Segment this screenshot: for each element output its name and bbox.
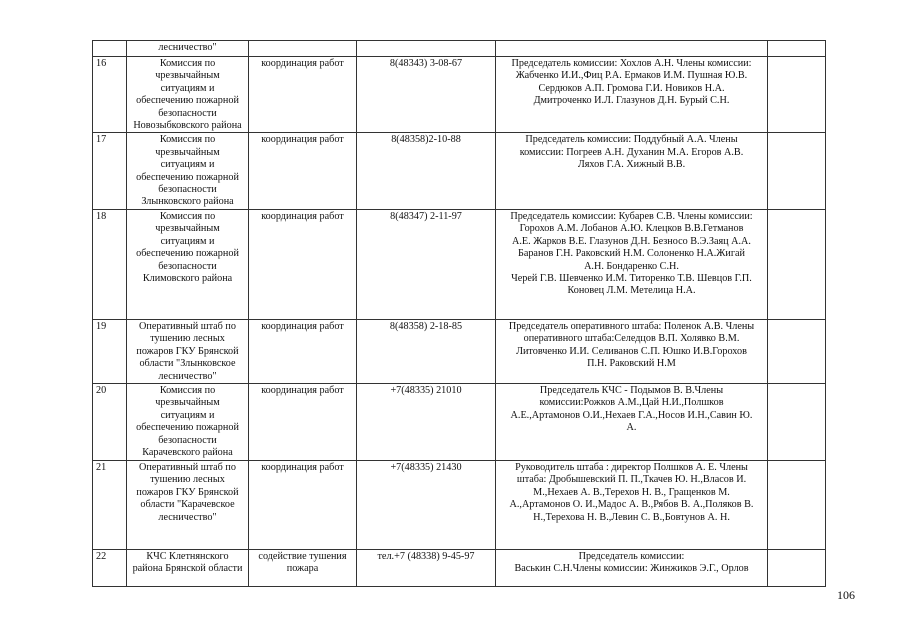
- cell-composition-line: Председатель комиссии: Кубарев С.В. Члены комиссии:: [510, 210, 753, 222]
- cell-function: [249, 57, 357, 133]
- cell-phone: [357, 41, 496, 57]
- cell-organization-line: области "Карачевское: [140, 499, 235, 511]
- cell-organization: [127, 41, 249, 57]
- cell-organization: [127, 209, 249, 319]
- cell-organization-line: Новозыбковского района: [133, 120, 242, 132]
- page-number: 106: [837, 588, 855, 602]
- cell-phone: [357, 57, 496, 133]
- cell-organization-line: пожаров ГКУ Брянской: [136, 486, 239, 498]
- cell-composition-line: Дмитроченко И.Л. Глазунов Д.Н. Бурый С.Н.: [533, 95, 730, 107]
- cell-organization-line: безопасности: [158, 184, 217, 196]
- cell-function-line: координация работ: [261, 320, 344, 332]
- cell-function: [249, 41, 357, 57]
- cell-composition: [496, 549, 768, 586]
- cell-organization-line: чрезвычайным: [155, 146, 220, 158]
- cell-function-line: содействие тушения: [258, 550, 347, 562]
- cell-function: [249, 549, 357, 586]
- row-number: 19: [96, 320, 107, 332]
- row-number: 17: [96, 134, 107, 146]
- row-number: 21: [96, 461, 107, 473]
- commission-table: [92, 40, 826, 587]
- cell-organization-line: обеспечению пожарной: [136, 248, 239, 260]
- cell-organization-line: Злынковского района: [141, 196, 234, 208]
- cell-phone-line: 8(48358) 2-18-85: [389, 320, 463, 332]
- row-number: 18: [96, 210, 107, 222]
- cell-organization-line: безопасности: [158, 260, 217, 272]
- cell-organization: [127, 133, 249, 209]
- table-row: [93, 209, 826, 319]
- cell-function-line: координация работ: [261, 58, 344, 69]
- cell-organization-line: тушению лесных: [150, 333, 225, 345]
- cell-function: [249, 460, 357, 549]
- cell-phone: [357, 549, 496, 586]
- cell-number: [93, 460, 127, 549]
- cell-organization-line: ситуациям и: [160, 82, 215, 94]
- cell-phone: [357, 319, 496, 383]
- cell-composition-line: Ляхов Г.А. Хижный В.В.: [577, 159, 686, 171]
- cell-composition-line: Коновец Л.М. Метелица Н.А.: [567, 285, 696, 297]
- cell-composition-line: А.Е. Жарков В.Е. Глазунов Д.Н. Безносо В.Э.Заяц А.А.: [512, 235, 751, 247]
- cell-composition-line: Председатель КЧС - Подымов В. В.Члены: [539, 384, 724, 396]
- cell-phone-line: 8(48347) 2-11-97: [390, 210, 462, 222]
- cell-number: [93, 549, 127, 586]
- table-row: [93, 383, 826, 460]
- cell-organization-line: района Брянской области: [132, 563, 243, 575]
- row-number: 20: [96, 384, 107, 396]
- table-row: [93, 133, 826, 209]
- cell-composition: [496, 460, 768, 549]
- cell-organization-line: обеспечению пожарной: [136, 95, 239, 107]
- cell-composition: [496, 57, 768, 133]
- cell-phone-line: +7(48335) 21010: [390, 384, 462, 396]
- cell-organization-line: лесничество": [158, 42, 217, 53]
- cell-organization: [127, 460, 249, 549]
- cell-function-line: координация работ: [261, 461, 344, 473]
- cell-composition-line: Руководитель штаба : директор Полшков А. Е. Члены: [515, 461, 748, 473]
- cell-phone-line: +7(48335) 21430: [390, 461, 462, 473]
- cell-composition-line: Литовченко И.И. Селиванов С.П. Юшко И.В.Горохов: [516, 345, 747, 357]
- row-number: 22: [96, 550, 107, 562]
- cell-phone-line: 8(48343) 3-08-67: [389, 58, 463, 69]
- cell-composition-line: Председатель комиссии: Поддубный А.А. Члены: [525, 134, 738, 146]
- cell-organization-line: Комиссия по: [159, 384, 216, 396]
- cell-composition-line: Баранов Г.Н. Раковский Н.М. Солоненко Н.А.Жигай: [517, 248, 746, 260]
- cell-organization-line: Карачевского района: [142, 446, 233, 458]
- cell-number: [93, 209, 127, 319]
- cell-composition-line: П.Н. Раковский Н.М: [587, 358, 676, 370]
- cell-organization: [127, 57, 249, 133]
- cell-phone-line: 8(48358)2-10-88: [391, 134, 461, 146]
- cell-composition-line: Председатель комиссии: Хохлов А.Н. Члены комиссии:: [511, 58, 752, 69]
- cell-composition-line: Васькин С.Н.Члены комиссии: Жинжиков Э.Г., Орлов: [514, 563, 749, 575]
- cell-organization-line: Оперативный штаб по: [139, 461, 236, 473]
- cell-phone-line: [360, 42, 492, 54]
- cell-composition-line: штаба: Дробышевский П. П.,Ткачев Ю. Н.,Власов И.: [516, 474, 747, 486]
- cell-composition: [496, 133, 768, 209]
- cell-composition-line: А.Е.,Артамонов О.И.,Нехаев Г.А.,Носов И.Н.,Савин Ю.: [510, 409, 753, 421]
- cell-organization-line: ситуациям и: [160, 235, 215, 247]
- cell-organization-line: чрезвычайным: [155, 223, 220, 235]
- cell-organization-line: обеспечению пожарной: [136, 171, 239, 183]
- cell-note: [768, 209, 826, 319]
- cell-composition-line: А.,Артамонов О. И.,Мадос А. В.,Рябов В. А.,Поляков В.: [509, 499, 754, 511]
- cell-phone: [357, 383, 496, 460]
- cell-organization-line: Комиссия по: [159, 134, 216, 146]
- row-number: 16: [96, 58, 107, 69]
- cell-organization-line: лесничество": [158, 511, 217, 523]
- cell-function-line: [252, 42, 353, 54]
- cell-composition-line: комиссии:Рожков А.М.,Цай Н.И.,Полшков: [539, 397, 724, 409]
- cell-composition-line: комиссии: Погреев А.Н. Духанин М.А. Егоров А.В.: [519, 146, 744, 158]
- cell-composition-line: Жабченко И.И.,Фиц Р.А. Ермаков И.М. Пушная Ю.В.: [515, 70, 748, 82]
- cell-note: [768, 460, 826, 549]
- cell-note: [768, 133, 826, 209]
- cell-organization-line: обеспечению пожарной: [136, 422, 239, 434]
- cell-composition: [496, 319, 768, 383]
- cell-number: [93, 319, 127, 383]
- cell-number: [93, 57, 127, 133]
- cell-note: [768, 383, 826, 460]
- cell-composition-line: Н.,Терехова Н. В.,Левин С. В.,Бовтунов А. Н.: [533, 511, 730, 523]
- table-row: [93, 460, 826, 549]
- cell-composition: [496, 383, 768, 460]
- table-row: [93, 41, 826, 57]
- cell-composition-line: оперативного штаба:Селедцов В.П. Холявко В.М.: [523, 333, 740, 345]
- cell-organization-line: лесничество": [158, 370, 217, 382]
- cell-number: [93, 41, 127, 57]
- cell-organization-line: ситуациям и: [160, 409, 215, 421]
- cell-composition-line: Черей Г.В. Шевченко И.М. Титоренко Т.В. Шевцов Г.П.: [511, 272, 752, 284]
- cell-function: [249, 319, 357, 383]
- cell-organization-line: КЧС Клетнянского: [146, 550, 229, 562]
- cell-number: [93, 383, 127, 460]
- cell-organization-line: чрезвычайным: [155, 70, 220, 82]
- cell-composition-line: Председатель комиссии:: [578, 550, 685, 562]
- cell-composition-line: Сердюков А.П. Громова Г.И. Новиков Н.А.: [538, 82, 725, 94]
- cell-function-line: координация работ: [261, 134, 344, 146]
- cell-function-line: координация работ: [261, 384, 344, 396]
- cell-composition: [496, 209, 768, 319]
- cell-note: [768, 57, 826, 133]
- table-body: [93, 41, 826, 587]
- cell-phone: [357, 133, 496, 209]
- cell-organization-line: Оперативный штаб по: [139, 320, 236, 332]
- cell-note: [768, 549, 826, 586]
- cell-function: [249, 209, 357, 319]
- cell-number: [93, 133, 127, 209]
- cell-note: [768, 41, 826, 57]
- cell-note: [768, 319, 826, 383]
- cell-phone: [357, 460, 496, 549]
- cell-organization: [127, 319, 249, 383]
- cell-organization-line: Комиссия по: [159, 210, 216, 222]
- cell-composition-line: Председатель оперативного штаба: Поленок А.В. Члены: [508, 320, 755, 332]
- cell-organization: [127, 549, 249, 586]
- cell-organization-line: тушению лесных: [150, 474, 225, 486]
- cell-organization-line: чрезвычайным: [155, 397, 220, 409]
- cell-composition-line: А.Н. Бондаренко С.Н.: [584, 260, 679, 272]
- table-row: [93, 549, 826, 586]
- cell-phone: [357, 209, 496, 319]
- cell-composition-line: А.: [626, 422, 637, 434]
- table-row: [93, 57, 826, 133]
- cell-function-line: координация работ: [261, 210, 344, 222]
- cell-organization-line: пожаров ГКУ Брянской: [136, 345, 239, 357]
- cell-composition-line: [499, 42, 764, 54]
- cell-composition: [496, 41, 768, 57]
- cell-organization-line: Климовского района: [142, 272, 233, 284]
- cell-organization-line: ситуациям и: [160, 159, 215, 171]
- cell-phone-line: тел.+7 (48338) 9-45-97: [377, 550, 475, 562]
- cell-function-line: пожара: [286, 563, 319, 575]
- cell-organization: [127, 383, 249, 460]
- table-row: [93, 319, 826, 383]
- cell-composition-line: М.,Нехаев А. В.,Терехов Н. В., Гращенков М.: [533, 486, 730, 498]
- cell-organization-line: Комиссия по: [159, 58, 216, 69]
- cell-organization-line: безопасности: [158, 434, 217, 446]
- cell-function: [249, 383, 357, 460]
- cell-organization-line: безопасности: [158, 107, 217, 119]
- cell-organization-line: области "Злынковское: [139, 358, 236, 370]
- cell-composition-line: Горохов А.М. Лобанов А.Ю. Клецков В.В.Гетманов: [519, 223, 744, 235]
- cell-function: [249, 133, 357, 209]
